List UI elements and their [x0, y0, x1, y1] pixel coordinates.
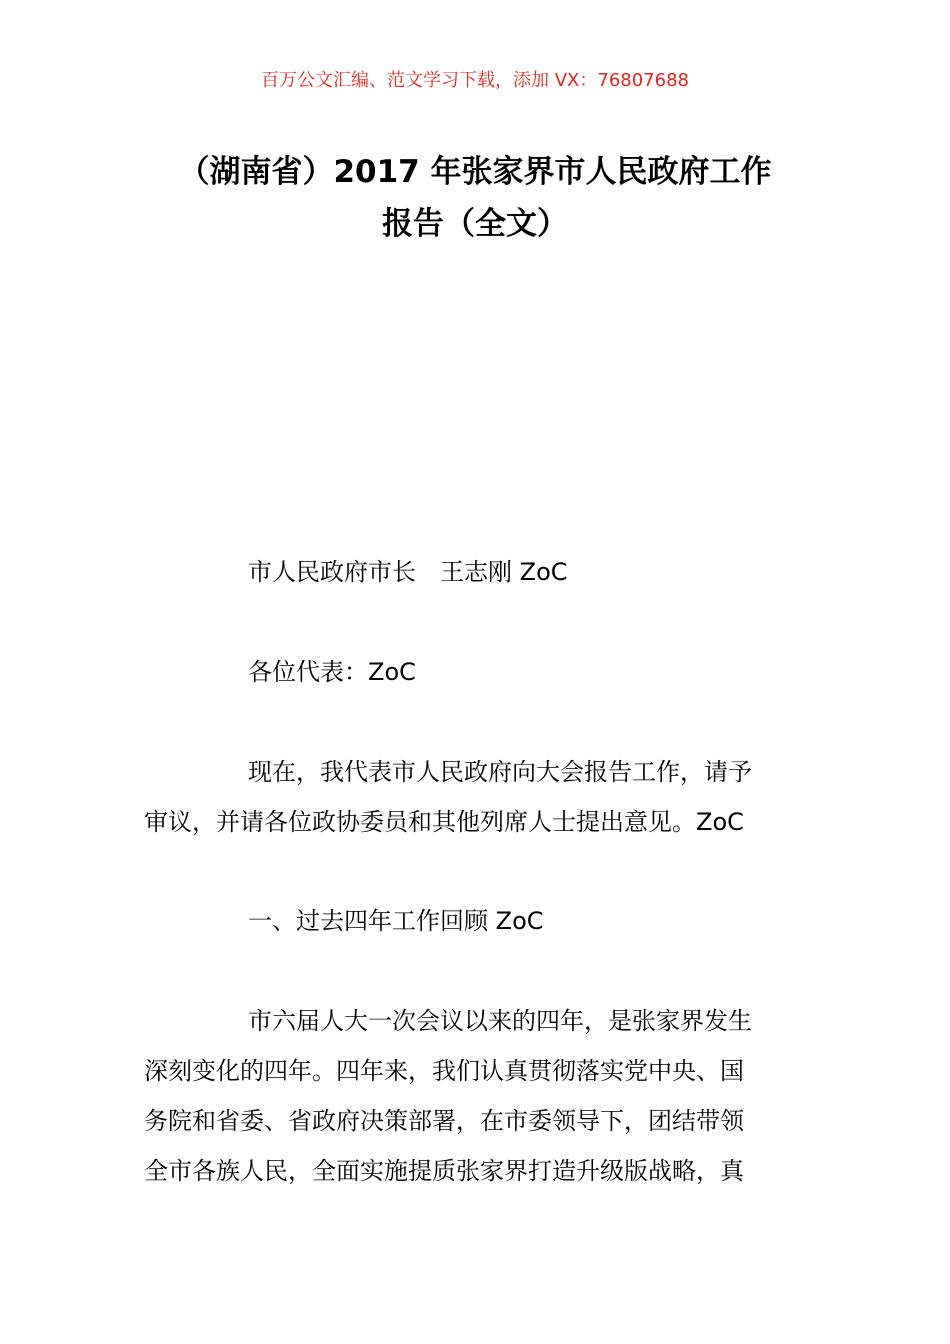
- title-line-2: 报告（全文）: [382, 206, 568, 242]
- review-line-2: 深刻变化的四年。四年来，我们认真贯彻落实党中央、国: [144, 1057, 744, 1085]
- section-heading: 一、过去四年工作回顾 ZoC: [248, 907, 544, 935]
- intro-line-2: 审议，并请各位政协委员和其他列席人士提出意见。ZoC: [144, 808, 744, 836]
- title-line-1: （湖南省）2017 年张家界市人民政府工作: [178, 154, 772, 190]
- intro-line-1: 现在，我代表市人民政府向大会报告工作，请予: [248, 758, 752, 786]
- review-line-3: 务院和省委、省政府决策部署，在市委领导下，团结带领: [144, 1107, 744, 1135]
- review-line-4: 全市各族人民，全面实施提质张家界打造升级版战略，真: [144, 1157, 744, 1185]
- intro-paragraph: [144, 747, 806, 847]
- review-line-1: 市六届人大一次会议以来的四年，是张家界发生: [248, 1007, 752, 1035]
- header-note: 百万公文汇编、范文学习下载，添加 VX：76807688: [261, 70, 689, 91]
- review-paragraph: [144, 996, 806, 1196]
- author-line: 市人民政府市长 王志刚 ZoC: [248, 558, 568, 586]
- document-title: [140, 146, 810, 250]
- salutation: 各位代表：ZoC: [248, 658, 416, 686]
